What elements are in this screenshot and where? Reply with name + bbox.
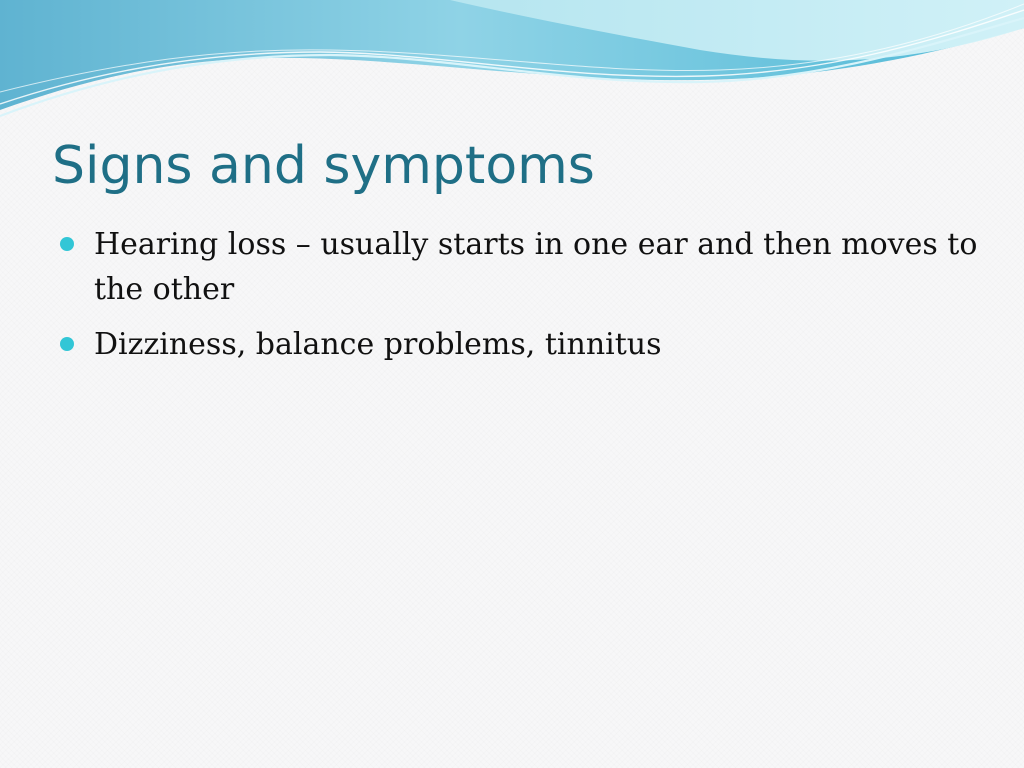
bullet-text: Hearing loss – usually starts in one ear and then moves to the other <box>94 227 978 307</box>
bullet-text: Dizziness, balance problems, tinnitus <box>94 327 662 362</box>
bullet-dot-icon <box>60 237 74 251</box>
header-wave-decoration <box>0 0 1024 120</box>
bullet-item <box>58 222 978 312</box>
bullet-item <box>58 322 978 367</box>
slide-title: Signs and symptoms <box>52 136 595 196</box>
bullet-list <box>58 222 978 377</box>
bullet-dot-icon <box>60 337 74 351</box>
